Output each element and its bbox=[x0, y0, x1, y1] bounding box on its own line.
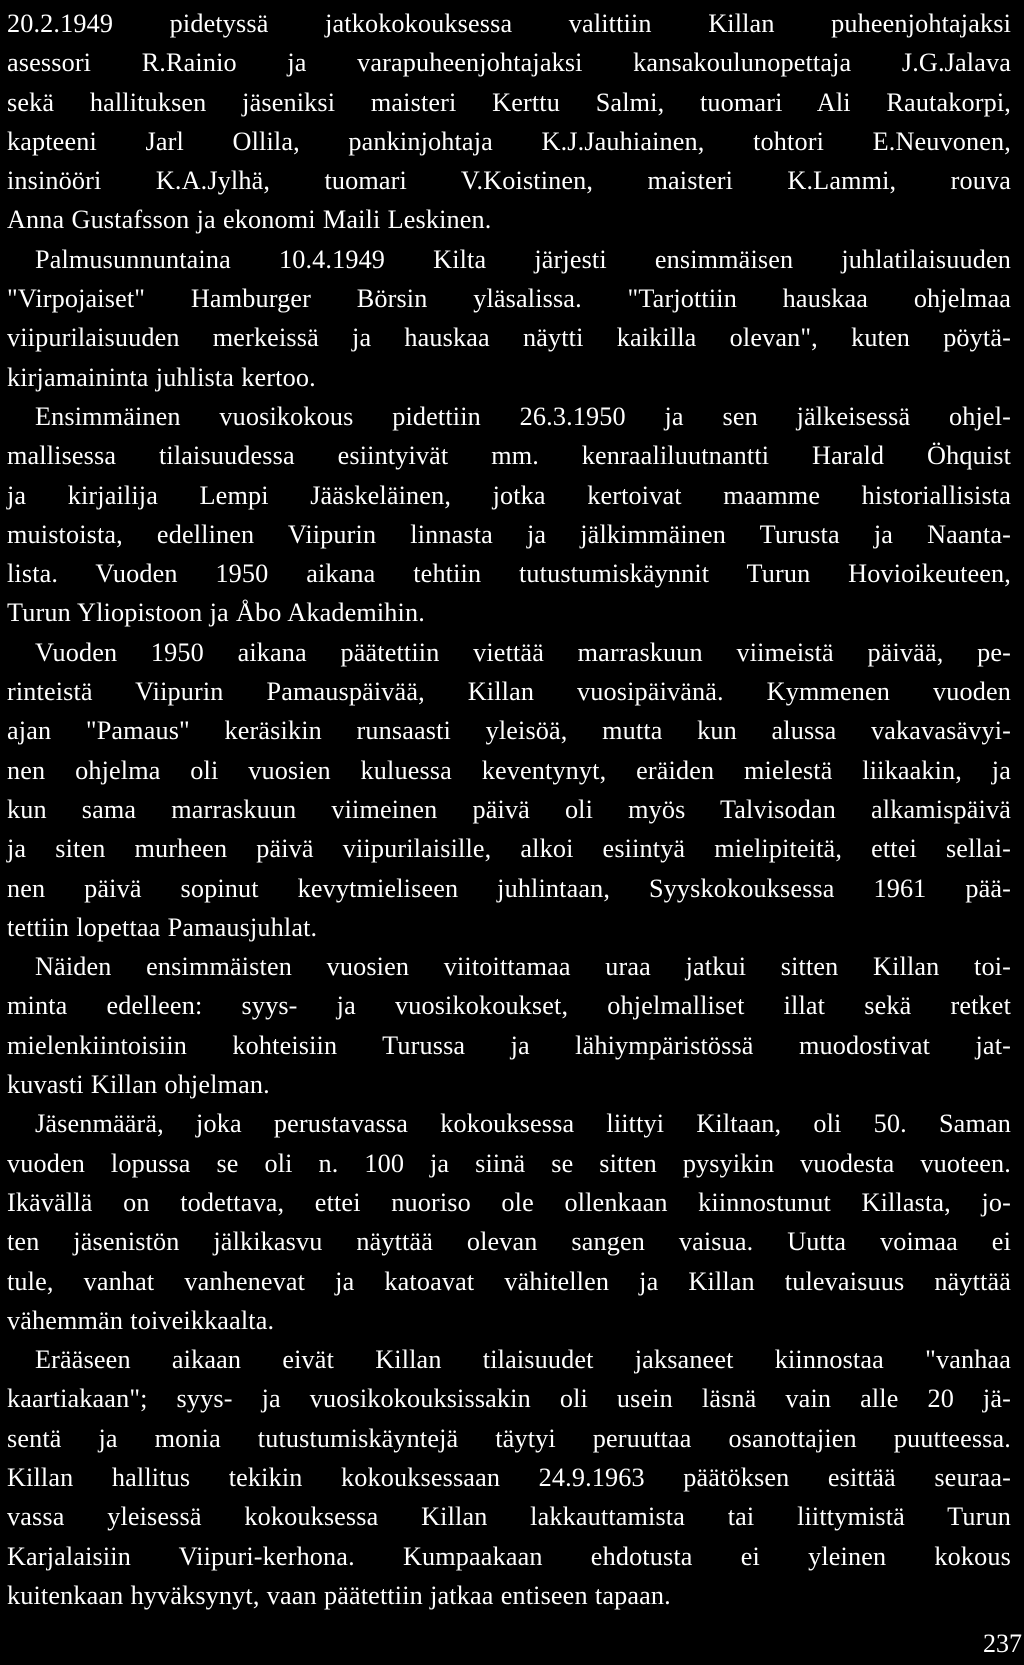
text-line: sentä ja monia tutustumiskäyntejä täytyi peruuttaa osanottajien puutteessa. bbox=[7, 1423, 1011, 1453]
text-line: rinteistä Viipurin Pamauspäivää, Killan vuosipäivänä. Kymmenen vuoden bbox=[7, 677, 1011, 707]
text-line: minta edelleen: syys- ja vuosikokoukset, ohjelmalliset illat sekä retket bbox=[7, 991, 1011, 1021]
text-line: vuoden lopussa se oli n. 100 ja siinä se sitten pysyikin vuodesta vuoteen. bbox=[7, 1148, 1011, 1178]
text-line: Vuoden 1950 aikana päätettiin viettää marraskuun viimeistä päivää, pe- bbox=[35, 637, 1011, 667]
text-line: kapteeni Jarl Ollila, pankinjohtaja K.J.Jauhiainen, tohtori E.Neuvonen, bbox=[7, 126, 1011, 156]
text-line: Ensimmäinen vuosikokous pidettiin 26.3.1950 ja sen jälkeisessä ohjel- bbox=[35, 401, 1011, 431]
text-line: kirjamaininta juhlista kertoo. bbox=[7, 362, 316, 392]
text-line: vassa yleisessä kokouksessa Killan lakkauttamista tai liittymistä Turun bbox=[7, 1502, 1011, 1532]
text-line: "Virpojaiset" Hamburger Börsin yläsalissa. "Tarjottiin hauskaa ohjelmaa bbox=[7, 284, 1011, 314]
body-text bbox=[7, 4, 1011, 1615]
text-line: ten jäsenistön jälkikasvu näyttää olevan sangen vaisua. Uutta voimaa ei bbox=[7, 1227, 1011, 1257]
text-line: muistoista, edellinen Viipurin linnasta ja jälkimmäinen Turusta ja Naanta- bbox=[7, 519, 1011, 549]
text-line: ja kirjailija Lempi Jääskeläinen, jotka kertoivat maamme historiallisista bbox=[7, 480, 1011, 510]
text-line: nen päivä sopinut kevytmieliseen juhlintaan, Syyskokouksessa 1961 pää- bbox=[7, 873, 1011, 903]
text-line: asessori R.Rainio ja varapuheenjohtajaksi kansakoulunopettaja J.G.Jalava bbox=[7, 48, 1011, 78]
text-line: 20.2.1949 pidetyssä jatkokokouksessa valittiin Killan puheenjohtajaksi bbox=[7, 9, 1011, 38]
text-line: mielenkiintoisiin kohteisiin Turussa ja lähiympäristössä muodostivat jat- bbox=[7, 1030, 1011, 1060]
text-line: Erääseen aikaan eivät Killan tilaisuudet jaksaneet kiinnostaa "vanhaa bbox=[35, 1345, 1011, 1375]
text-line: kaartiakaan"; syys- ja vuosikokouksissakin oli usein läsnä vain alle 20 jä- bbox=[7, 1384, 1011, 1414]
text-line: kuvasti Killan ohjelman. bbox=[7, 1070, 270, 1100]
text-line: tule, vanhat vanhenevat ja katoavat vähitellen ja Killan tulevaisuus näyttää bbox=[7, 1266, 1011, 1296]
text-line: ajan "Pamaus" keräsikin runsaasti yleisöä, mutta kun alussa vakavasävyi- bbox=[7, 716, 1011, 746]
text-line: tettiin lopettaa Pamausjuhlat. bbox=[7, 912, 318, 942]
text-line: ja siten murheen päivä viipurilaisille, alkoi esiintyä mielipiteitä, ettei sellai- bbox=[7, 834, 1011, 864]
page-number: 237 bbox=[983, 1629, 1022, 1658]
text-line: viipurilaisuuden merkeissä ja hauskaa näytti kaikilla olevan", kuten pöytä- bbox=[7, 323, 1011, 353]
text-line: kuitenkaan hyväksynyt, vaan päätettiin jatkaa entiseen tapaan. bbox=[7, 1580, 671, 1610]
text-line: Ikävällä on todettava, ettei nuoriso ole ollenkaan kiinnostunut Killasta, jo- bbox=[7, 1187, 1011, 1217]
text-line: lista. Vuoden 1950 aikana tehtiin tutustumiskäynnit Turun Hovioikeuteen, bbox=[7, 559, 1011, 589]
text-line: Killan hallitus tekikin kokouksessaan 24.9.1963 päätöksen esittää seuraa- bbox=[7, 1462, 1011, 1492]
text-line: nen ohjelma oli vuosien kuluessa keventynyt, eräiden mielestä liikaakin, ja bbox=[7, 755, 1011, 785]
text-line: Anna Gustafsson ja ekonomi Maili Leskinen. bbox=[7, 205, 492, 235]
text-line: mallisessa tilaisuudessa esiintyivät mm. kenraaliluutnantti Harald Öhquist bbox=[7, 441, 1011, 471]
text-line: Palmusunnuntaina 10.4.1949 Kilta järjesti ensimmäisen juhlatilaisuuden bbox=[35, 244, 1011, 274]
text-line: insinööri K.A.Jylhä, tuomari V.Koistinen, maisteri K.Lammi, rouva bbox=[7, 166, 1011, 196]
text-line: vähemmän toiveikkaalta. bbox=[7, 1305, 275, 1335]
text-line: Näiden ensimmäisten vuosien viitoittamaa uraa jatkui sitten Killan toi- bbox=[35, 952, 1011, 982]
text-line: sekä hallituksen jäseniksi maisteri Kerttu Salmi, tuomari Ali Rautakorpi, bbox=[7, 87, 1011, 117]
text-line: Karjalaisiin Viipuri-kerhona. Kumpaakaan ehdotusta ei yleinen kokous bbox=[7, 1541, 1011, 1571]
text-line: Turun Yliopistoon ja Åbo Akademihin. bbox=[7, 598, 425, 628]
text-line: kun sama marraskuun viimeinen päivä oli myös Talvisodan alkamispäivä bbox=[7, 794, 1011, 824]
text-line: Jäsenmäärä, joka perustavassa kokouksessa liittyi Kiltaan, oli 50. Saman bbox=[35, 1109, 1011, 1139]
